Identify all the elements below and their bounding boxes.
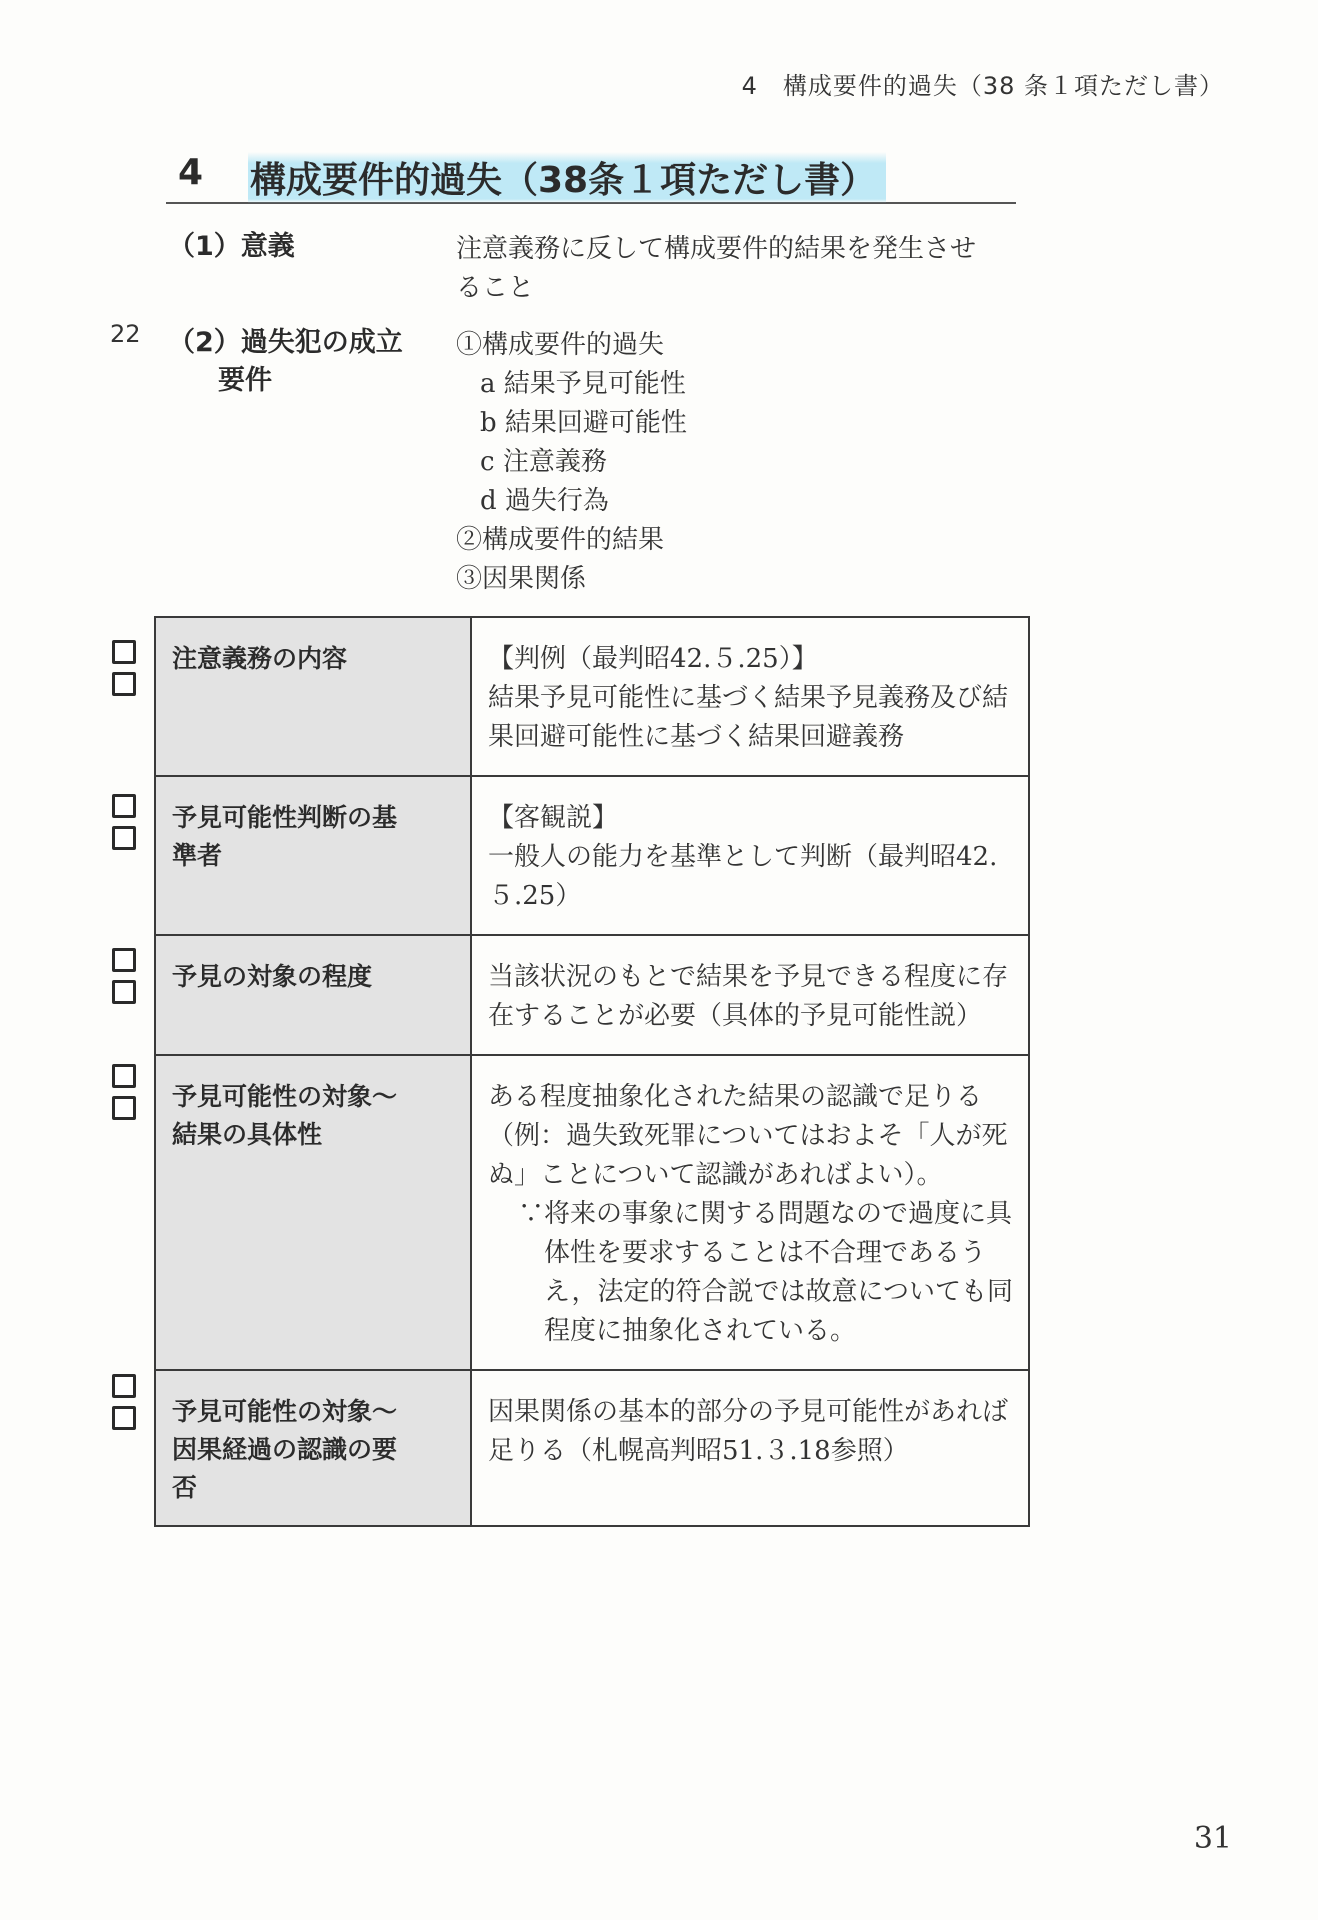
section-number: 4 — [178, 152, 204, 193]
row-heading: 注意義務の内容 — [155, 617, 471, 776]
row-content: 【判例（最判昭42.５.25）】 結果予見可能性に基づく結果予見義務及び結 果回避可能性に基づく結果回避義務 — [471, 617, 1029, 776]
definition-label-requirements: （2）過失犯の成立 要件 — [168, 327, 403, 396]
table-row — [155, 935, 1029, 1055]
checkbox[interactable] — [112, 1064, 136, 1088]
table-row — [155, 617, 1029, 776]
checkbox-group-row-2 — [112, 794, 136, 850]
running-head: 4 構成要件的過失（38 条１項ただし書） — [741, 72, 1224, 100]
definition-body-meaning: 注意義務に反して構成要件的結果を発生させ ること — [456, 234, 977, 303]
list-item: ②構成要件的結果 — [456, 525, 665, 555]
table-row — [155, 1055, 1029, 1370]
checkbox-group-row-1 — [112, 640, 136, 696]
checkbox[interactable] — [112, 826, 136, 850]
checkbox[interactable] — [112, 1374, 136, 1398]
checkbox-group-row-4 — [112, 1064, 136, 1120]
row-content: 当該状況のもとで結果を予見できる程度に存 在することが必要（具体的予見可能性説） — [471, 935, 1029, 1055]
list-item: d 過失行為 — [480, 486, 609, 516]
list-item: a 結果予見可能性 — [480, 369, 686, 399]
list-item: b 結果回避可能性 — [480, 408, 687, 438]
row-content: 【客観説】 一般人の能力を基準として判断（最判昭42. ５.25） — [471, 776, 1029, 935]
margin-note: 22 — [110, 320, 141, 348]
list-item: c 注意義務 — [480, 447, 607, 477]
list-item: ③因果関係 — [456, 564, 587, 594]
checkbox[interactable] — [112, 1096, 136, 1120]
checkbox[interactable] — [112, 980, 136, 1004]
row-heading: 予見の対象の程度 — [155, 935, 471, 1055]
row-heading: 予見可能性判断の基 準者 — [155, 776, 471, 935]
list-item: ①構成要件的過失 — [456, 330, 665, 360]
checkbox[interactable] — [112, 948, 136, 972]
page-number: 31 — [1193, 1821, 1232, 1856]
definition-body-requirements — [456, 326, 687, 599]
checkbox[interactable] — [112, 672, 136, 696]
checkbox[interactable] — [112, 794, 136, 818]
definition-label-meaning: （1）意義 — [168, 231, 295, 262]
checkbox-group-row-3 — [112, 948, 136, 1004]
section-title: 構成要件的過失（38条１項ただし書） — [248, 152, 886, 203]
table-row — [155, 1370, 1029, 1526]
row-content: 因果関係の基本的部分の予見可能性があれば 足りる（札幌高判昭51.３.18参照） — [471, 1370, 1029, 1526]
checkbox[interactable] — [112, 1406, 136, 1430]
rules-table — [154, 616, 1030, 1527]
checkbox[interactable] — [112, 640, 136, 664]
row-heading: 予見可能性の対象～ 結果の具体性 — [155, 1055, 471, 1370]
table-row — [155, 776, 1029, 935]
row-heading: 予見可能性の対象～ 因果経過の認識の要 否 — [155, 1370, 471, 1526]
checkbox-group-row-5 — [112, 1374, 136, 1430]
row-content: ある程度抽象化された結果の認識で足りる （例：過失致死罪についてはおよそ「人が死 ぬ」ことについて認識があればよい）。 ∵将来の事象に関する問題なので過度に具 体性を要求することは不合理であるう え，法定的符合説では故意についても同 程度に抽象化されている。 — [471, 1055, 1029, 1370]
section-heading — [166, 148, 1016, 204]
